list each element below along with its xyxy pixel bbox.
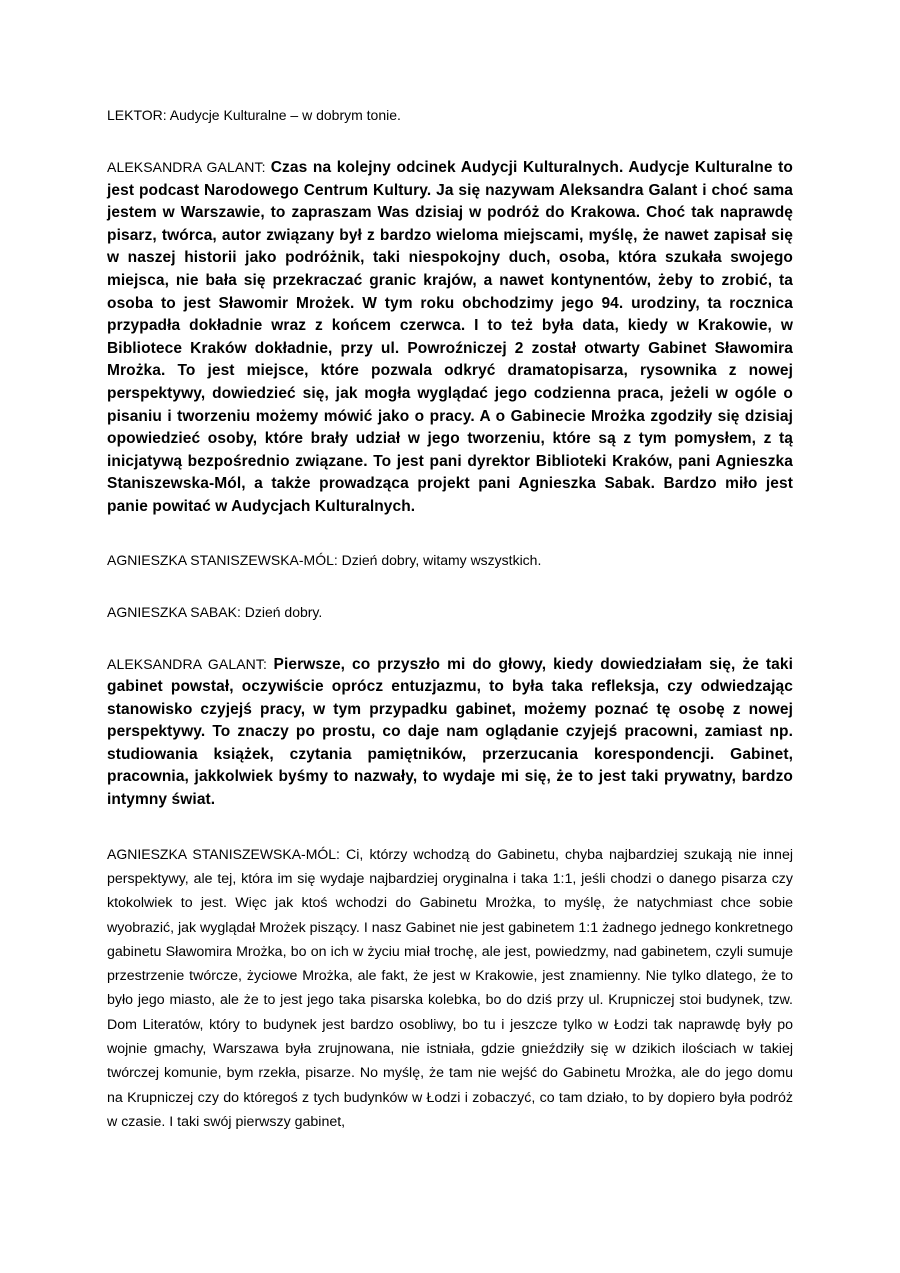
- speech-text: Dzień dobry, witamy wszystkich.: [341, 551, 542, 568]
- paragraph-galant-question: [107, 653, 793, 812]
- speech-text: Dzień dobry.: [244, 603, 323, 620]
- paragraph-sabak-greeting: [107, 601, 793, 623]
- paragraph-galant-intro: [107, 156, 793, 519]
- speaker-label: ALEKSANDRA GALANT:: [107, 159, 271, 175]
- speaker-label: LEKTOR:: [107, 107, 170, 123]
- speech-text: Czas na kolejny odcinek Audycji Kulturalnych. Audycje Kulturalne to jest podcast Narodowego Centrum Kultury. Ja się nazywam Aleksandra Galant i choć sama jestem w Warszawie, to zapraszam Was dzisiaj w podróż do Krakowa. Choć tak naprawdę pisarz, twórca, autor związany był z bardzo wieloma miejscami, myślę, że nawet zapisał się w naszej historii jako podróżnik, taki niespokojny duch, osoba, która szukała swojego miejsca, nie bała się przekraczać granic krajów, a nawet kontynentów, żeby to zrobić, ta osoba to jest Sławomir Mrożek. W tym roku obchodzimy jego 94. urodziny, ta rocznica przypadła dokładnie wraz z końcem czerwca. I to też była data, kiedy w Krakowie, w Bibliotece Kraków dokładnie, przy ul. Powroźniczej 2 został otwarty Gabinet Sławomira Mrożka. To jest miejsce, które pozwala odkryć dramatopisarza, rysownika z nowej perspektywy, dowiedzieć się, jak mogła wyglądać jego codzienna praca, jeżeli w ogóle o pisaniu i tworzeniu możemy mówić jako o pracy. A o Gabinecie Mrożka zgodziły się dzisiaj opowiedzieć osoby, które brały udział w jego tworzeniu, które są z tym pomysłem, z tą inicjatywą bezpośrednio związane. To jest pani dyrektor Biblioteki Kraków, pani Agnieszka Staniszewska-Mól, a także prowadząca projekt pani Agnieszka Sabak. Bardzo miło jest panie powitać w Audycjach Kulturalnych.: [107, 159, 793, 515]
- document-page: [107, 104, 793, 1164]
- speech-text: Ci, którzy wchodzą do Gabinetu, chyba najbardziej szukają nie innej perspektywy, ale tej, która im się wydaje najbardziej oryginalna i taka 1:1, jeśli chodzi o danego pisarza czy ktokolwiek to jest. Więc jak ktoś wchodzi do Gabinetu Mrożka, to myślę, że natychmiast chce sobie wyobrazić, jak wyglądał Mrożek piszący. I nasz Gabinet nie jest gabinetem 1:1 żadnego jednego konkretnego gabinetu Sławomira Mrożka, bo on ich w życiu miał trochę, ale jest, powiedzmy, nad gabinetem, czyli sumuje przestrzenie twórcze, życiowe Mrożka, ale fakt, że jest w Krakowie, jest znamienny. Nie tylko dlatego, że to było jego miasto, ale że to jest jego taka pisarska kolebka, bo do dziś przy ul. Krupniczej stoi budynek, tzw. Dom Literatów, który to budynek jest bardzo osobliwy, bo tu i jeszcze tylko w Łodzi tak naprawdę były po wojnie gmachy, Warszawa była zrujnowana, nie istniała, gdzie gnieździły się w dzikich ilościach w takiej twórczej komunie, bym rzekła, pisarze. No myślę, że tam nie wejść do Gabinetu Mrożka, ale do jego domu na Krupniczej czy do któregoś z tych budynków w Łodzi i zobaczyć, co tam działo, to by dopiero była podróż w czasie. I taki swój pierwszy gabinet,: [107, 846, 793, 1130]
- paragraph-lektor: [107, 104, 793, 126]
- speaker-label: AGNIESZKA STANISZEWSKA-MÓL:: [107, 845, 347, 862]
- speaker-label: AGNIESZKA SABAK:: [107, 603, 245, 620]
- speaker-label: ALEKSANDRA GALANT:: [107, 655, 274, 672]
- speech-text: Audycje Kulturalne – w dobrym tonie.: [169, 107, 401, 123]
- speech-text: Pierwsze, co przyszło mi do głowy, kiedy dowiedziałam się, że taki gabinet powstał, oczywiście oprócz entuzjazmu, to była taka refleksja, czy odwiedzając stanowisko czyjejś pracy, w tym przypadku gabinet, możemy poznać tę osobę z nowej perspektywy. To znaczy po prostu, co daje nam oglądanie czyjejś pracowni, zamiast np. studiowania książek, czytania pamiętników, przerzucania korespondencji. Gabinet, pracownia, jakkolwiek byśmy to nazwały, to wydaje mi się, że to jest taki prywatny, bardzo intymny świat.: [107, 655, 794, 809]
- speaker-label: AGNIESZKA STANISZEWSKA-MÓL:: [107, 551, 342, 568]
- paragraph-staniszewska-greeting: [107, 549, 793, 571]
- paragraph-staniszewska-answer: [107, 842, 793, 1135]
